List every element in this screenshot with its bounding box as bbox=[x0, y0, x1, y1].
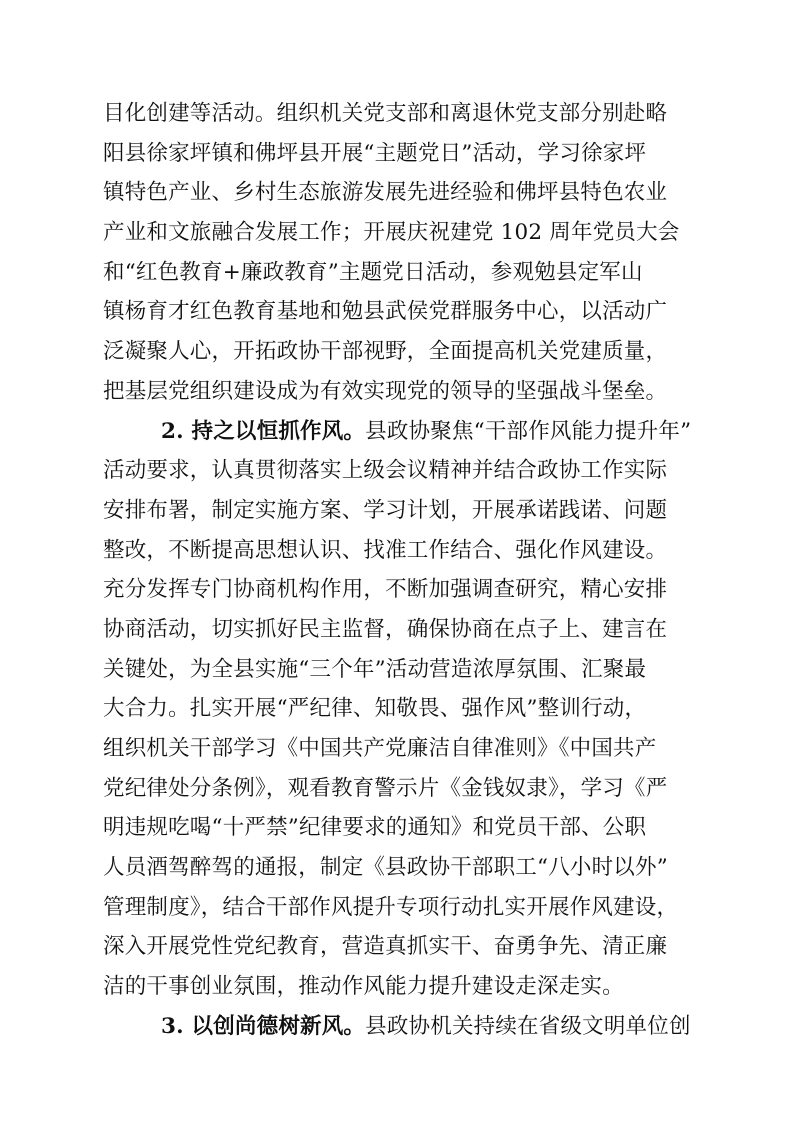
section-2-heading: 2. 持之以恒抓作风。 bbox=[161, 418, 366, 444]
body-line-4: 产业和文旅融合发展工作；开展庆祝建党 102 周年党员大会 bbox=[103, 220, 680, 246]
body-line-7: 泛凝聚人心，开拓政协干部视野，全面提高机关党建质量， bbox=[103, 339, 668, 365]
section-3-heading: 3. 以创尚德树新风。 bbox=[161, 1013, 366, 1039]
body-line-1: 目化创建等活动。组织机关党支部和离退休党支部分别赴略 bbox=[103, 101, 668, 126]
body-line-17: 组织机关干部学习《中国共产党廉洁自律准则》《中国共产 bbox=[103, 736, 657, 761]
section-2-first-line-text: 县政协聚焦“干部作风能力提升年” bbox=[365, 418, 692, 444]
document-body bbox=[103, 94, 693, 1047]
body-line-12: 整改，不断提高思想认识、找准工作结合、强化作风建设。 bbox=[103, 537, 668, 563]
body-line-23: 洁的干事创业氛围，推动作风能力提升建设走深走实。 bbox=[103, 974, 624, 1000]
body-line-14: 协商活动，切实抓好民主监督，确保协商在点子上、建言在 bbox=[103, 616, 668, 642]
section-3-first-line bbox=[103, 1007, 693, 1047]
body-line-8: 把基层党组织建设成为有效实现党的领导的坚强战斗堡垒。 bbox=[103, 378, 668, 404]
body-line-20: 人员酒驾醉驾的通报，制定《县政协干部职工“八小时以外” bbox=[103, 855, 668, 881]
body-line-15: 关键处，为全县实施“三个年”活动营造浓厚氛围、汇聚最 bbox=[103, 656, 647, 682]
body-line-10: 活动要求，认真贯彻落实上级会议精神并结合政协工作实际 bbox=[103, 458, 668, 484]
body-line-5: 和“红色教育+廉政教育”主题党日活动，参观勉县定军山 bbox=[103, 259, 643, 285]
body-line-19: 明违规吃喝“十严禁”纪律要求的通知》和党员干部、公职 bbox=[103, 815, 647, 841]
body-line-16: 大合力。扎实开展“严纪律、知敬畏、强作风”整训行动， bbox=[103, 696, 647, 722]
body-line-13: 充分发挥专门协商机构作用，不断加强调查研究，精心安排 bbox=[103, 577, 668, 603]
body-line-3: 镇特色产业、乡村生态旅游发展先进经验和佛坪县特色农业 bbox=[103, 180, 668, 206]
body-line-18: 党纪律处分条例》，观看教育警示片《金钱奴隶》，学习《严 bbox=[103, 775, 668, 801]
body-line-2: 阳县徐家坪镇和佛坪县开展“主题党日”活动，学习徐家坪 bbox=[103, 140, 647, 166]
body-line-21: 管理制度》，结合干部作风提升专项行动扎实开展作风建设， bbox=[103, 894, 679, 920]
body-line-6: 镇杨育才红色教育基地和勉县武侯党群服务中心，以活动广 bbox=[103, 299, 668, 325]
section-2-first-line bbox=[103, 412, 693, 452]
section-3-first-line-text: 县政协机关持续在省级文明单位创 bbox=[365, 1013, 691, 1039]
body-line-11: 安排布署，制定实施方案、学习计划，开展承诺践诺、问题 bbox=[103, 497, 668, 523]
body-line-22: 深入开展党性党纪教育，营造真抓实干、奋勇争先、清正廉 bbox=[103, 934, 668, 960]
